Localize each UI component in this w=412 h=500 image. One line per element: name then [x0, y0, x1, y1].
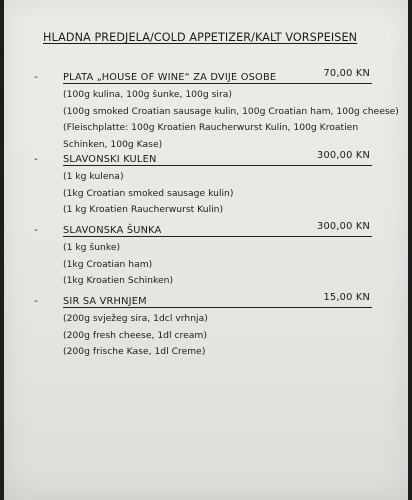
menu-item-name: SLAVONSKA ŠUNKA [63, 225, 162, 236]
menu-item-name: SLAVONSKI KULEN [63, 154, 157, 165]
menu-item-price: 70,00 KN [323, 68, 370, 79]
description-line: (1 kg šunke) [63, 242, 121, 253]
description-line: Schinken, 100g Kase) [63, 138, 163, 150]
description-line: (1kg Kroatien Schinken) [63, 275, 174, 286]
menu-item-slavonska-sunka [34, 221, 372, 290]
description-line: (Fleischplatte: 100g Kroatien Raucherwurst Kulin, 100g Kroatien [63, 122, 359, 133]
description-line: (100g kulina, 100g šunke, 100g sira) [63, 89, 232, 100]
list-dash: - [34, 296, 38, 307]
price-underline [63, 83, 372, 84]
description-line: (1 kg kulena) [63, 171, 124, 182]
menu-item-description [63, 169, 372, 219]
menu-item-price: 300,00 KN [317, 150, 370, 161]
menu-item-name: PLATA „HOUSE OF WINE“ ZA DVIJE OSOBE [63, 72, 277, 83]
menu-item-header [34, 292, 372, 309]
list-dash: - [34, 154, 38, 165]
menu-item-house-of-wine-platter [34, 68, 399, 153]
menu-item-price: 15,00 KN [323, 292, 370, 303]
description-line: (200g fresh cheese, 1dl cream) [63, 329, 207, 341]
menu-item-slavonski-kulen [34, 150, 372, 219]
menu-item-description [63, 311, 372, 361]
description-line: (200g svježeg sira, 1dcl vrhnja) [63, 313, 208, 324]
menu-heading: HLADNA PREDJELA/COLD APPETIZER/KALT VORSPEISEN [43, 31, 358, 44]
price-underline [63, 165, 372, 166]
description-line: (1kg Croatian ham) [63, 258, 153, 270]
menu-item-description [63, 87, 399, 153]
menu-item-header [34, 68, 372, 85]
menu-page [4, 0, 408, 500]
menu-item-price: 300,00 KN [317, 221, 370, 232]
price-underline [63, 307, 372, 308]
description-line: (1 kg Kroatien Raucherwurst Kulin) [63, 204, 224, 215]
menu-item-name: SIR SA VRHNJEM [63, 296, 147, 307]
description-line: (1kg Croatian smoked sausage kulin) [63, 187, 234, 199]
list-dash: - [34, 225, 38, 236]
menu-item-sir-sa-vrhnjem [34, 292, 372, 361]
description-line: (200g frische Kase, 1dl Creme) [63, 346, 206, 357]
description-line: (100g smoked Croatian sausage kulin, 100g Croatian ham, 100g cheese) [63, 105, 399, 117]
list-dash: - [34, 72, 38, 83]
price-underline [63, 236, 372, 237]
menu-item-header [34, 150, 372, 167]
menu-item-description [63, 240, 372, 290]
menu-item-header [34, 221, 372, 238]
